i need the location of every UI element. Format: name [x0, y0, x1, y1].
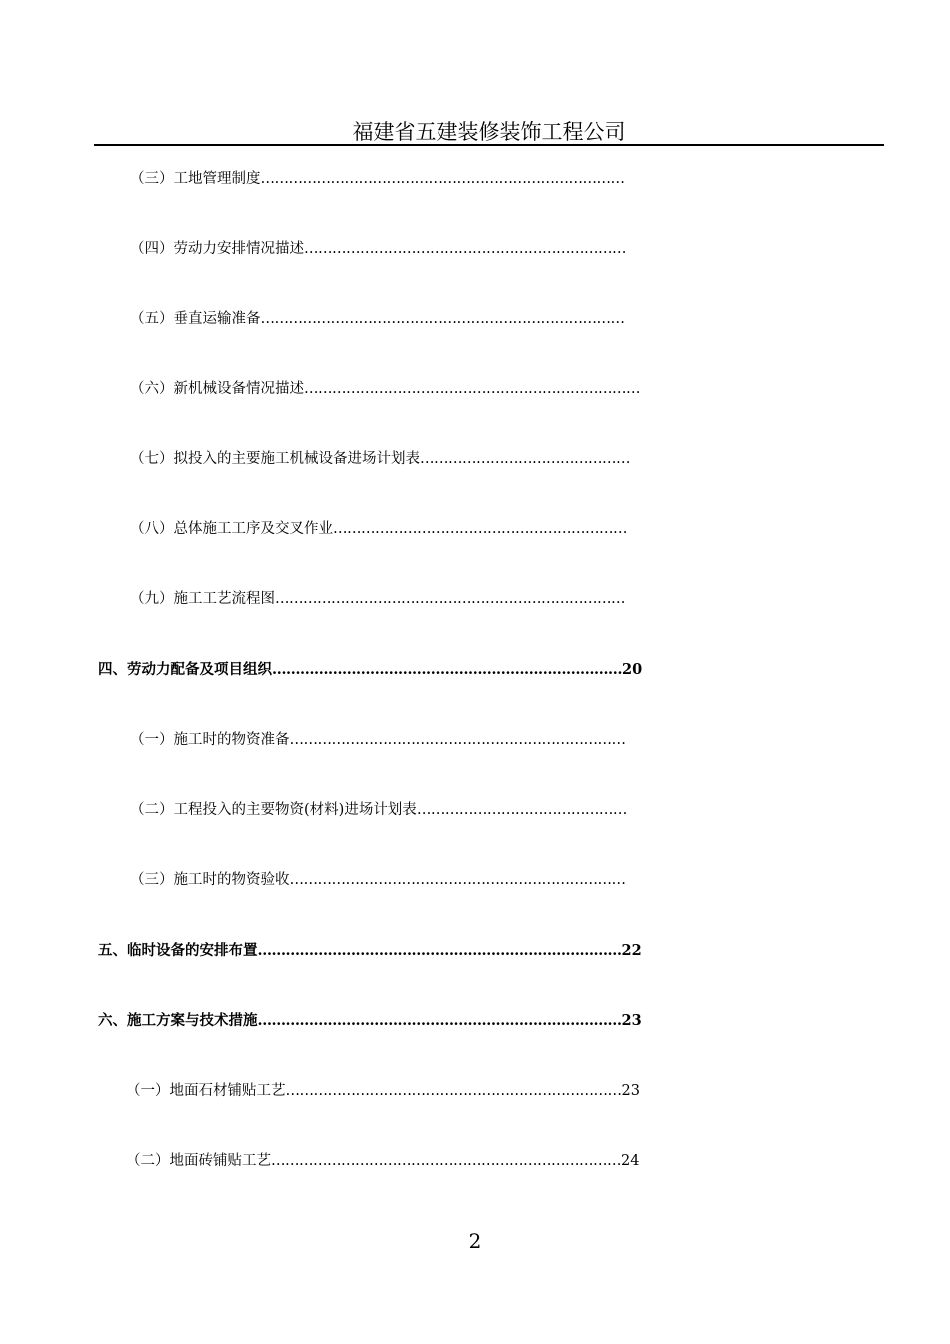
toc-item-6-2[interactable]	[126, 1150, 656, 1172]
toc-leader-dots: ………………………………………………………………	[289, 872, 626, 888]
toc-item-text: （九）施工工艺流程图	[130, 591, 275, 607]
toc-item-page: 24	[621, 1153, 640, 1169]
toc-item-text: （六）新机械设备情况描述	[130, 381, 304, 397]
toc-leader-dots: ………………………………………	[416, 802, 627, 818]
toc-item-3-8[interactable]	[130, 518, 640, 540]
toc-item-text: 四、劳动力配备及项目组织	[98, 661, 272, 678]
toc-leader-dots: ……………………………………………………………………	[257, 942, 622, 959]
toc-item-3-6[interactable]	[130, 378, 660, 400]
toc-leader-dots: ………………………………………………………	[333, 521, 627, 537]
toc-item-text: （一）地面石材铺贴工艺	[126, 1083, 286, 1099]
toc-item-6-1[interactable]	[126, 1080, 656, 1102]
toc-item-text: （三）施工时的物资验收	[130, 872, 290, 888]
toc-item-text: （五）垂直运输准备	[130, 311, 261, 327]
toc-item-4-1[interactable]	[130, 729, 640, 751]
toc-item-page: 23	[621, 1012, 642, 1029]
toc-leader-dots: ……………………………………………………………………	[257, 1012, 622, 1029]
toc-section-4[interactable]	[98, 659, 658, 681]
toc-leader-dots: ………………………………………	[420, 451, 630, 467]
toc-section-5[interactable]	[98, 940, 658, 962]
toc-leader-dots: ………………………………………………………………	[304, 381, 640, 397]
header-rule	[94, 144, 884, 146]
toc-leader-dots: ……………………………………………………………………	[260, 171, 625, 187]
toc-item-3-5[interactable]	[130, 308, 640, 330]
toc-item-4-2[interactable]	[130, 799, 640, 821]
toc-item-3-9[interactable]	[130, 588, 640, 610]
toc-item-text: （四）劳动力安排情况描述	[130, 241, 304, 257]
toc-item-text: （八）总体施工工序及交叉作业	[130, 521, 333, 537]
toc-item-text: 六、施工方案与技术措施	[98, 1012, 258, 1029]
toc-item-page: 22	[621, 942, 642, 959]
toc-item-page: 20	[622, 661, 643, 678]
page-header-title: 福建省五建装修装饰工程公司	[352, 120, 626, 144]
toc-leader-dots: ……………………………………………………………	[304, 241, 626, 257]
toc-leader-dots: …………………………………………………………………	[272, 661, 622, 678]
toc-item-4-3[interactable]	[130, 869, 635, 891]
toc-item-page: 23	[621, 1083, 640, 1099]
toc-item-3-4[interactable]	[130, 238, 640, 260]
toc-item-3-7[interactable]	[130, 448, 640, 470]
page-number: 2	[468, 1229, 482, 1253]
toc-item-3-3[interactable]	[130, 168, 640, 190]
toc-item-text: 五、临时设备的安排布置	[98, 942, 258, 959]
toc-leader-dots: …………………………………………………………………	[275, 591, 625, 607]
toc-section-6[interactable]	[98, 1010, 658, 1032]
toc-item-text: （二）工程投入的主要物资(材料)进场计划表	[130, 802, 417, 818]
toc-item-text: （七）拟投入的主要施工机械设备进场计划表	[130, 451, 420, 467]
toc-item-text: （三）工地管理制度	[130, 171, 261, 187]
toc-leader-dots: …………………………………………………………………	[271, 1153, 621, 1169]
toc-leader-dots: ………………………………………………………………	[285, 1083, 622, 1099]
toc-leader-dots: ………………………………………………………………	[289, 732, 626, 748]
toc-item-text: （一）施工时的物资准备	[130, 732, 290, 748]
toc-item-text: （二）地面砖铺贴工艺	[126, 1153, 271, 1169]
toc-leader-dots: ……………………………………………………………………	[260, 311, 625, 327]
